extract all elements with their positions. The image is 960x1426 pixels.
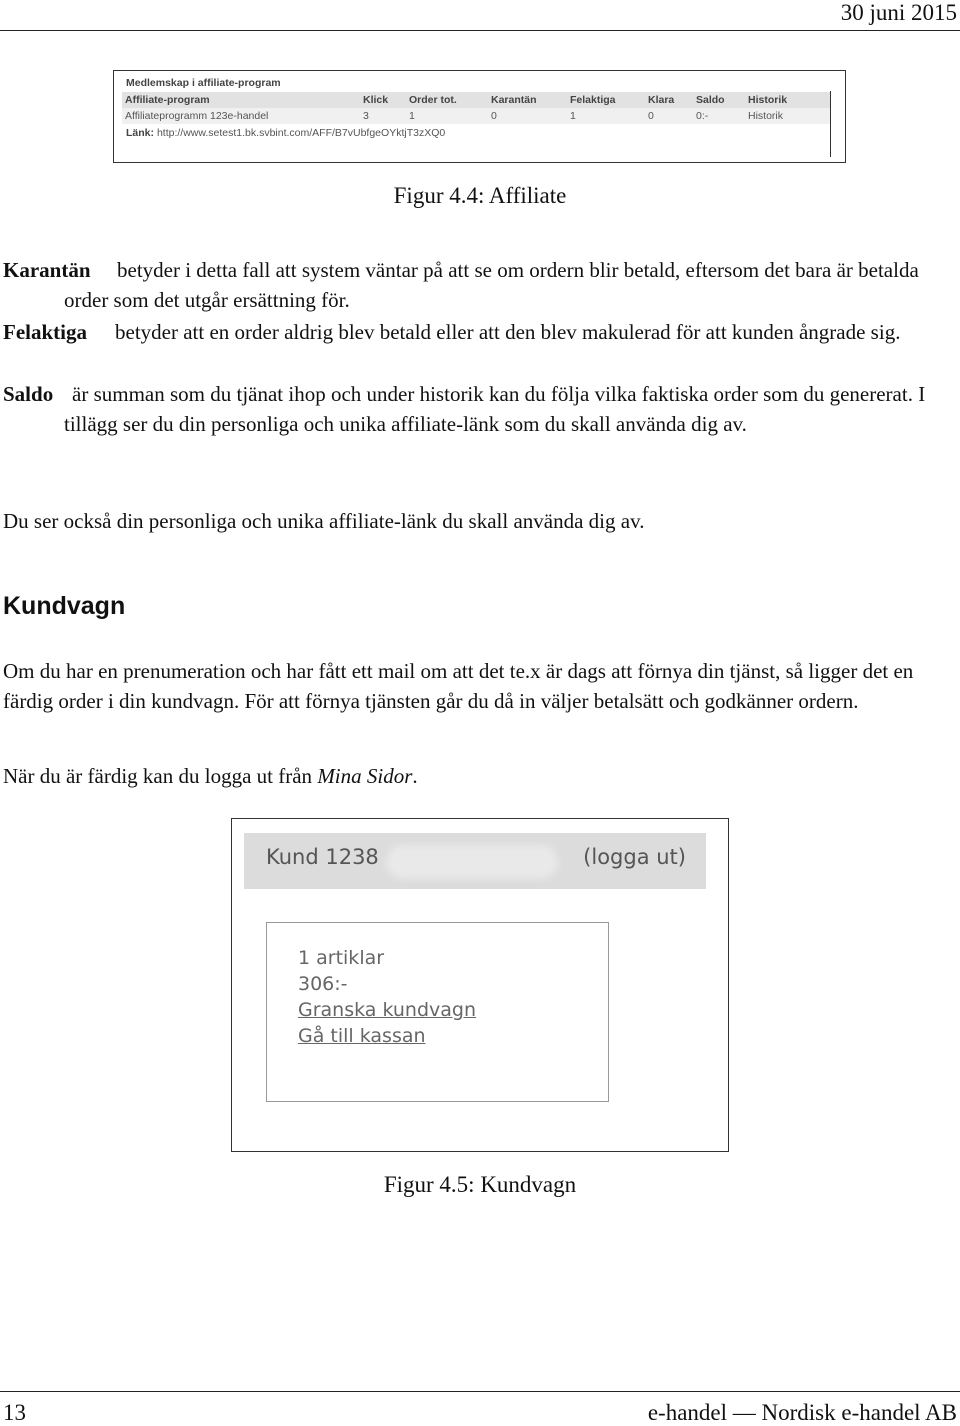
definition-karantan — [3, 255, 958, 315]
figure-kundvagn — [231, 818, 729, 1152]
cart-summary-box — [266, 922, 609, 1102]
cart-panel — [244, 889, 706, 1139]
figure-affiliate — [113, 70, 846, 163]
col-historik: Historik — [745, 92, 830, 108]
customer-bar — [244, 833, 706, 889]
cell-felaktiga: 1 — [567, 108, 645, 124]
col-karantan: Karantän — [488, 92, 567, 108]
footer-rule — [0, 1391, 960, 1392]
paragraph-kundvagn: Om du har en prenumeration och har fått ett mail om att det te.x är dags att förnya din tjänst, så ligger det en färdig order i din kundvagn. För att förnya tjänsten går du då in väljer betalsätt och godkänner ordern. — [3, 659, 914, 713]
cell-program[interactable]: Affiliateprogramm 123e-handel — [122, 108, 360, 124]
review-cart-link[interactable]: Granska kundvagn — [298, 999, 477, 1021]
col-felaktiga: Felaktiga — [567, 92, 645, 108]
definition-text: betyder att en order aldrig blev betald eller att den blev makulerad för att kunden ångrade sig. — [115, 320, 901, 344]
affiliate-table-title: Medlemskap i affiliate-program — [126, 77, 281, 89]
cell-klara: 0 — [645, 108, 693, 124]
footer-title: e-handel — Nordisk e-handel AB — [647, 1400, 957, 1425]
definition-felaktiga — [3, 317, 958, 347]
cell-saldo: 0:- — [693, 108, 745, 124]
cell-historik-link[interactable]: Historik — [745, 108, 830, 124]
affiliate-link-url[interactable]: http://www.setest1.bk.svbint.com/AFF/B7vUbfgeOYktjT3zXQ0 — [156, 127, 446, 139]
logout-link[interactable]: (logga ut) — [583, 845, 686, 869]
col-klara: Klara — [645, 92, 693, 108]
paragraph-logout-text: När du är färdig kan du logga ut från — [3, 764, 318, 788]
paragraph-affiliate-link: Du ser också din personliga och unika affiliate-länk du skall använda dig av. — [3, 509, 645, 533]
affiliate-table — [122, 92, 830, 124]
redacted-name — [386, 845, 558, 879]
col-saldo: Saldo — [693, 92, 745, 108]
paragraph-logout — [3, 761, 958, 791]
definition-text: är summan som du tjänat ihop och under historik kan du följa vilka faktiska order som du genererat. I tillägg ser du din personliga och unika affiliate-länk som du skall använda dig av. — [64, 382, 926, 436]
cell-karantan: 0 — [488, 108, 567, 124]
page-number: 13 — [3, 1400, 26, 1425]
customer-id: Kund 1238 — [266, 845, 379, 869]
scrollbar[interactable] — [830, 91, 832, 157]
col-order-tot: Order tot. — [406, 92, 488, 108]
affiliate-link-row — [122, 127, 830, 139]
definition-term: Felaktiga — [3, 320, 87, 344]
section-title-kundvagn: Kundvagn — [3, 592, 126, 620]
affiliate-link-label: Länk: — [126, 127, 155, 139]
col-affiliate-program: Affiliate-program — [122, 92, 360, 108]
affiliate-table-header — [122, 92, 830, 108]
figure-caption-kundvagn: Figur 4.5: Kundvagn — [383, 1172, 577, 1197]
definition-term: Karantän — [3, 258, 91, 282]
paragraph-logout-end: . — [412, 764, 418, 788]
mina-sidor-emphasis: Mina Sidor — [317, 764, 413, 788]
figure-caption-affiliate: Figur 4.4: Affiliate — [393, 183, 567, 208]
cart-amount: 306:- — [298, 973, 348, 995]
definition-text: betyder i detta fall att system väntar på att se om ordern blir betald, eftersom det bara är betalda order som det utgår ersättning för. — [64, 258, 919, 312]
header-date: 30 juni 2015 — [840, 0, 957, 25]
col-klick: Klick — [360, 92, 406, 108]
definition-saldo — [3, 379, 958, 439]
cell-order-tot: 1 — [406, 108, 488, 124]
cell-klick: 3 — [360, 108, 406, 124]
checkout-link[interactable]: Gå till kassan — [298, 1025, 426, 1047]
table-row — [122, 108, 830, 124]
cart-item-count: 1 artiklar — [298, 947, 385, 969]
header-rule — [0, 30, 960, 31]
definition-term: Saldo — [3, 382, 54, 406]
